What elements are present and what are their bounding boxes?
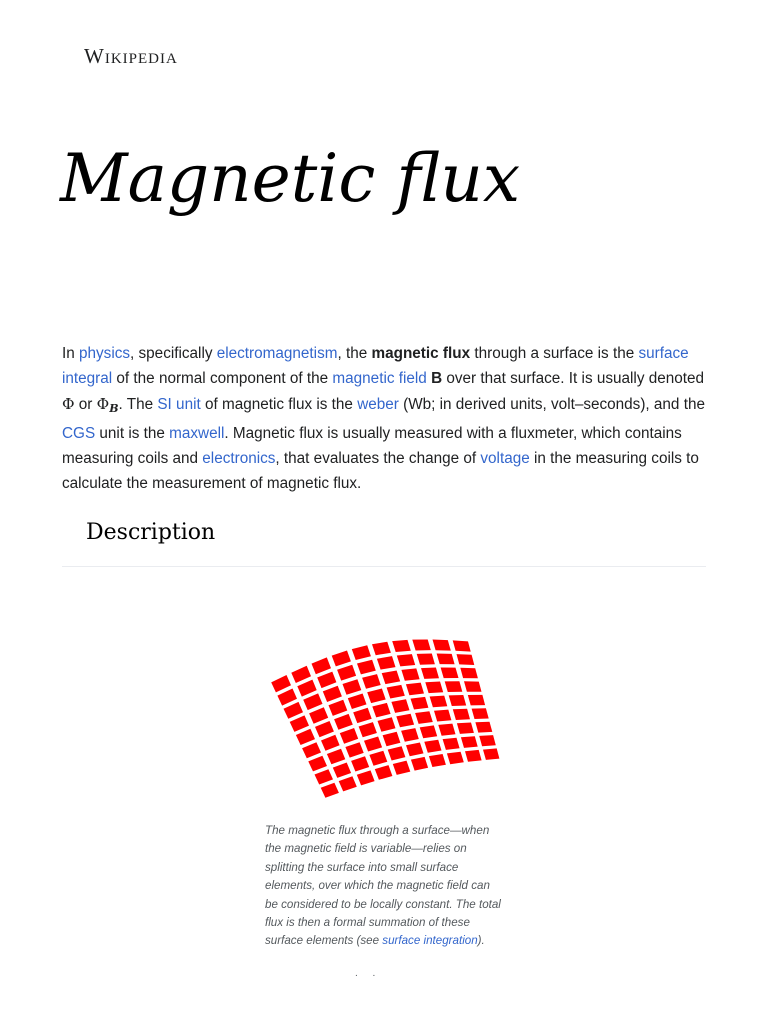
surface-element: [483, 748, 499, 760]
surface-element: [345, 742, 363, 757]
surface-element: [392, 640, 411, 652]
surface-element: [340, 728, 358, 744]
surface-element: [296, 729, 315, 745]
link-maxwell[interactable]: maxwell: [169, 424, 225, 442]
surface-element: [332, 651, 351, 667]
surface-element: [406, 743, 424, 757]
surface-element: [388, 746, 406, 760]
surface-element: [290, 715, 309, 732]
surface-element: [401, 668, 419, 680]
surface-element: [438, 724, 455, 736]
surface-element: [362, 674, 381, 689]
surface-element: [372, 642, 391, 656]
lead-text: , the: [337, 345, 372, 362]
surface-element: [353, 708, 372, 723]
bold-symbol-b: B: [431, 370, 443, 388]
surface-element: [378, 717, 396, 732]
surface-element: [383, 732, 401, 746]
surface-grid-image: [264, 630, 504, 805]
lead-text: through a surface is the: [470, 345, 639, 362]
lead-text: , that evaluates the change of: [275, 450, 481, 468]
surface-element: [377, 656, 396, 670]
surface-element: [382, 671, 401, 685]
surface-element: [479, 735, 496, 746]
surface-element: [472, 708, 489, 719]
surface-element: [447, 752, 464, 765]
lead-text: unit is the: [95, 424, 170, 442]
surface-element: [391, 699, 409, 713]
surface-element: [460, 668, 478, 679]
link-magnetic-field[interactable]: magnetic field: [332, 370, 427, 388]
surface-element: [406, 683, 424, 696]
surface-element: [291, 666, 311, 683]
surface-element: [430, 696, 448, 708]
wikipedia-wordmark[interactable]: Wikipedia: [84, 44, 178, 68]
surface-element: [434, 710, 451, 722]
surface-element: [309, 707, 328, 724]
surface-element: [401, 728, 419, 742]
surface-element: [357, 770, 375, 785]
surface-element: [417, 654, 435, 665]
surface-element: [420, 725, 438, 738]
figure-surface-elements[interactable]: [264, 630, 504, 805]
surface-element: [364, 737, 382, 752]
phi-b-symbol: Φ: [96, 394, 110, 413]
surface-element: [441, 668, 459, 679]
surface-element: [348, 694, 367, 710]
surface-element: [367, 689, 386, 704]
surface-element: [308, 756, 327, 772]
surface-element: [352, 645, 371, 660]
surface-element: [475, 722, 492, 733]
lead-text: (Wb; in derived units, volt–seconds), and the: [398, 395, 705, 413]
surface-element: [317, 672, 336, 689]
surface-element: [411, 697, 429, 710]
surface-element: [461, 736, 478, 748]
surface-element: [437, 654, 455, 665]
lead-paragraph: [62, 341, 712, 497]
surface-element: [375, 765, 393, 780]
link-physics[interactable]: physics: [79, 345, 131, 362]
surface-element: [323, 686, 342, 702]
surface-element: [453, 640, 471, 651]
surface-element: [457, 723, 474, 734]
link-electronics[interactable]: electronics: [202, 450, 276, 468]
surface-element: [321, 735, 340, 751]
surface-element: [303, 693, 322, 710]
link-cgs[interactable]: CGS: [62, 424, 96, 442]
surface-element: [359, 722, 377, 737]
surface-element: [387, 685, 405, 699]
surface-element: [397, 654, 415, 666]
surface-element: [277, 689, 297, 706]
surface-element: [271, 675, 291, 692]
surface-element: [396, 714, 414, 728]
link-surface-integration[interactable]: surface integration: [382, 934, 478, 948]
surface-element: [333, 763, 351, 778]
caption-text-end: ).: [477, 934, 485, 948]
surface-element: [411, 757, 428, 771]
surface-element: [449, 695, 467, 706]
surface-element: [357, 660, 376, 675]
surface-element: [393, 761, 411, 775]
lead-text: . Magnetic flux is usually measured with a fluxmeter, which contains measuring coils and: [62, 424, 682, 468]
surface-element: [302, 742, 321, 758]
surface-element: [284, 702, 304, 719]
link-surface-integral[interactable]: surface integral: [62, 345, 689, 388]
caption-text: The magnetic flux through a surface—when the magnetic field is variable—relies on splitting the surface into small surface elements, over which the magnetic field can be considered to be locally constant. The total flux is then a formal summation of these surface elements (see: [265, 824, 501, 948]
surface-element: [453, 709, 470, 720]
phi-b-subscript: B: [109, 401, 119, 415]
surface-element: [464, 681, 482, 691]
link-si-unit[interactable]: SI unit: [157, 395, 201, 413]
surface-element: [351, 756, 369, 771]
lead-text: , specifically: [130, 345, 217, 362]
cutoff-fragment: . .: [355, 968, 382, 979]
surface-element: [415, 711, 433, 724]
surface-element: [297, 680, 316, 697]
phi-symbol: Φ: [62, 394, 75, 413]
surface-element: [468, 695, 485, 706]
link-electromagnetism[interactable]: electromagnetism: [216, 345, 338, 362]
surface-element: [372, 703, 390, 718]
surface-element: [443, 738, 460, 750]
lead-text: . The: [118, 395, 158, 413]
surface-element: [457, 654, 475, 665]
surface-element: [445, 681, 463, 692]
page-title: Magnetic flux: [60, 140, 521, 217]
surface-element: [321, 783, 339, 798]
surface-element: [315, 769, 334, 784]
lead-text: in the measuring coils to calculate the measurement of magnetic flux.: [62, 450, 699, 493]
surface-element: [425, 682, 443, 694]
surface-element: [433, 640, 451, 651]
figure-caption: [265, 822, 501, 951]
surface-element: [327, 749, 345, 765]
surface-element: [412, 640, 431, 651]
lead-text: of the normal component of the: [112, 370, 333, 388]
surface-element: [315, 721, 334, 737]
surface-element: [312, 657, 332, 674]
surface-element: [337, 665, 356, 681]
surface-element: [421, 668, 439, 679]
link-weber[interactable]: weber: [357, 395, 399, 413]
surface-element: [424, 740, 441, 753]
section-divider: [62, 566, 706, 567]
lead-text: In: [62, 345, 80, 362]
surface-element: [429, 754, 446, 767]
surface-element: [369, 751, 387, 766]
link-voltage[interactable]: voltage: [480, 450, 530, 468]
lead-text: over that surface. It is usually denoted: [442, 370, 705, 388]
surface-element: [465, 750, 482, 762]
lead-text: or: [74, 395, 97, 413]
section-heading-description[interactable]: Description: [86, 520, 216, 545]
lead-text: of magnetic flux is the: [200, 395, 358, 413]
surface-element: [334, 714, 353, 730]
surface-element: [329, 700, 348, 716]
bold-term-magnetic-flux: magnetic flux: [371, 345, 471, 362]
surface-element: [339, 776, 357, 791]
surface-element: [343, 679, 362, 695]
